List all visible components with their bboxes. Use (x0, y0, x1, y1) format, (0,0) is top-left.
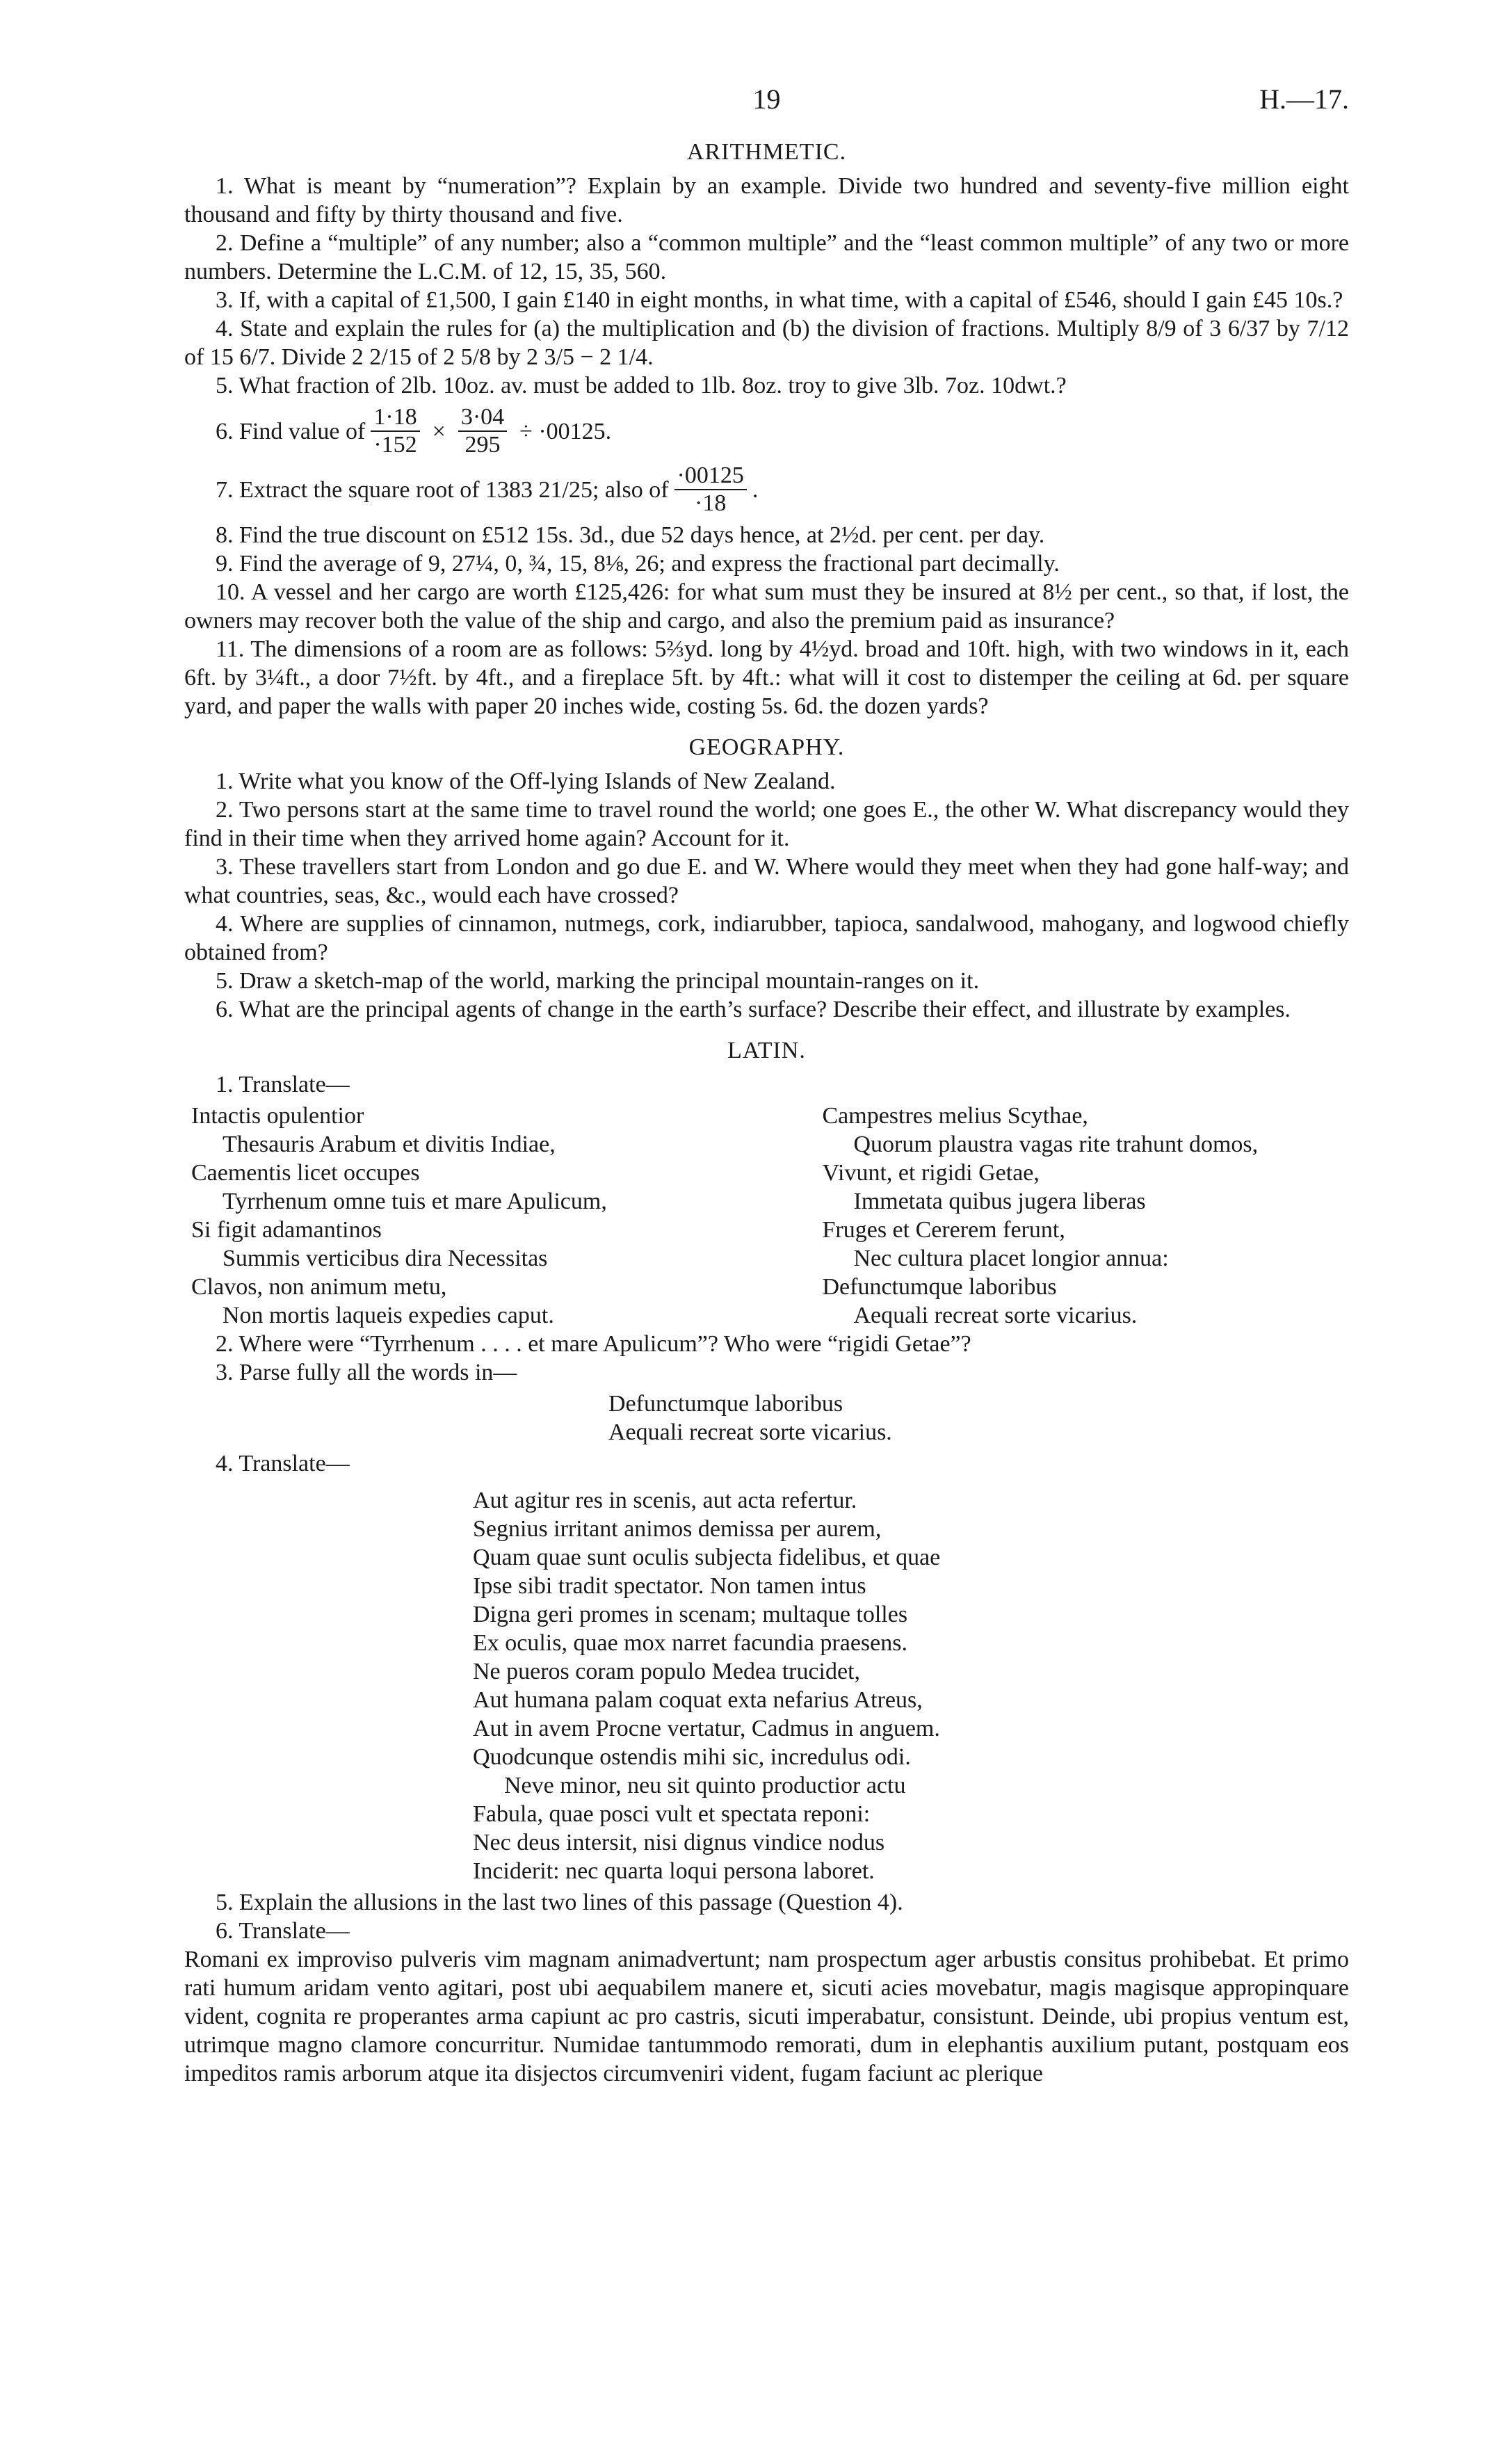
geography-question-6: 6. What are the principal agents of change in the earth’s surface? Describe their effect, and illustrate by examples. (216, 997, 1291, 1022)
ode-line: Campestres melius Scythae, (822, 1103, 1088, 1129)
q7-prefix: 7. Extract the square root of 1383 21/25; also of (216, 476, 669, 503)
geography-question-1: 1. Write what you know of the Off-lying Islands of New Zealand. (216, 768, 836, 794)
latin-question-1-label: 1. Translate— (216, 1072, 350, 1097)
latin-ode-passage (184, 1102, 1349, 1330)
arithmetic-question-2: 2. Define a “multiple” of any number; also a “common multiple” and the “least common multiple” of any two or more numbers. Determine the L.C.M. of 12, 15, 35, 560. (184, 230, 1349, 284)
ode-line: Quorum plaustra vagas rite trahunt domos, (853, 1132, 1259, 1157)
arithmetic-question-1: 1. What is meant by “numeration”? Explain by an example. Divide two hundred and seventy-five million eight thousand and fifty by thirty thousand and five. (184, 173, 1349, 227)
arithmetic-question-6 (184, 404, 1349, 458)
verse-line: Aut in avem Procne vertatur, Cadmus in anguem. (473, 1716, 940, 1741)
arithmetic-question-3: 3. If, with a capital of £1,500, I gain £140 in eight months, in what time, with a capital of £546, should I gain £45 10s.? (216, 287, 1343, 313)
verse-line: Nec deus intersit, nisi dignus vindice nodus (473, 1830, 885, 1855)
verse-line: Inciderit: nec quarta loqui persona laboret. (473, 1858, 875, 1884)
arithmetic-section (184, 138, 1349, 720)
q6-fraction-2 (458, 404, 507, 458)
arithmetic-question-5: 5. What fraction of 2lb. 10oz. av. must be added to 1lb. 8oz. troy to give 3lb. 7oz. 10dwt.? (216, 373, 1067, 398)
geography-question-2: 2. Two persons start at the same time to travel round the world; one goes E., the other W. What discrepancy would they find in their time when they arrived home again? Account for it. (184, 797, 1349, 851)
latin-question-3-lines (184, 1390, 1349, 1447)
q6-divide-term: ÷ ·00125. (519, 418, 612, 444)
verse-line: Ipse sibi tradit spectator. Non tamen intus (473, 1573, 866, 1599)
latin-question-4-label: 4. Translate— (216, 1451, 350, 1476)
latin-question-6-label: 6. Translate— (216, 1918, 350, 1944)
verse-line: Aut humana palam coquat exta nefarius Atreus, (473, 1687, 923, 1713)
ode-line: Si figit adamantinos (191, 1217, 382, 1243)
document-reference: H.—17. (1259, 83, 1349, 115)
verse-line: Segnius irritant animos demissa per aurem, (473, 1516, 882, 1542)
q6-fraction-2-numerator: 3·04 (458, 404, 507, 432)
verse-line: Digna geri promes in scenam; multaque tolles (473, 1602, 908, 1627)
q6-fraction-1-numerator: 1·18 (371, 404, 419, 432)
ode-line: Non mortis laqueis expedies caput. (223, 1303, 554, 1328)
arithmetic-heading: ARITHMETIC. (686, 139, 847, 165)
arithmetic-question-8: 8. Find the true discount on £512 15s. 3d., due 52 days hence, at 2½d. per cent. per day. (216, 522, 1045, 548)
ode-line: Clavos, non animum metu, (191, 1274, 447, 1300)
verse-line: Aut agitur res in scenis, aut acta refertur. (473, 1488, 857, 1513)
geography-heading: GEOGRAPHY. (688, 734, 845, 760)
ode-line: Intactis opulentior (191, 1103, 364, 1129)
ode-line: Summis verticibus dira Necessitas (223, 1246, 548, 1271)
q7-fraction (674, 462, 747, 517)
ode-line: Aequali recreat sorte vicarius. (853, 1303, 1138, 1328)
ode-line: Nec cultura placet longior annua: (853, 1246, 1169, 1271)
latin-question-3: 3. Parse fully all the words in— (216, 1360, 517, 1385)
q6-times-sign: × (432, 418, 446, 444)
arithmetic-question-7 (184, 462, 1349, 517)
ode-line: Tyrrhenum omne tuis et mare Apulicum, (223, 1189, 607, 1214)
arithmetic-question-10: 10. A vessel and her cargo are worth £125,426: for what sum must they be insured at 8½ per cent., so that, if lost, the owners may recover both the value of the ship and cargo, and also the premium paid as insurance? (184, 579, 1349, 634)
ode-line: Fruges et Cererem ferunt, (822, 1217, 1065, 1243)
q6-prefix: 6. Find value of (216, 418, 366, 444)
q6-fraction-2-denominator: 295 (464, 432, 501, 458)
exam-page (184, 77, 1349, 2088)
latin-question-2: 2. Where were “Tyrrhenum . . . . et mare Apulicum”? Who were “rigidi Getae”? (216, 1331, 971, 1357)
q6-fraction-1-denominator: ·152 (373, 432, 417, 458)
geography-question-4: 4. Where are supplies of cinnamon, nutmegs, cork, indiarubber, tapioca, sandalwood, mahogany, and logwood chiefly obtained from? (184, 911, 1349, 965)
verse-line: Neve minor, neu sit quinto productior actu (504, 1773, 906, 1798)
ode-line: Caementis licet occupes (191, 1160, 420, 1186)
latin-section (184, 1036, 1349, 2088)
verse-line: Ex oculis, quae mox narret facundia praesens. (473, 1630, 907, 1656)
ode-line: Defunctumque laboribus (822, 1274, 1057, 1300)
latin-question-5: 5. Explain the allusions in the last two lines of this passage (Question 4). (216, 1890, 903, 1915)
arithmetic-question-11: 11. The dimensions of a room are as follows: 5⅔yd. long by 4½yd. broad and 10ft. high, with two windows in it, each 6ft. by 3¼ft., a door 7½ft. by 4ft., and a fireplace 5ft. by 4ft.: what will it cost to distemper the ceiling at 6d. per square yard, and paper the walls with paper 20 inches wide, costing 5s. 6d. the dozen yards? (184, 636, 1349, 719)
ode-right-column (718, 1102, 1350, 1330)
ode-line: Immetata quibus jugera liberas (853, 1189, 1146, 1214)
page-number: 19 (752, 83, 781, 115)
ode-line: Thesauris Arabum et divitis Indiae, (223, 1132, 556, 1157)
parse-line: Aequali recreat sorte vicarius. (608, 1419, 892, 1445)
ode-left-column (191, 1102, 718, 1330)
q7-fraction-numerator: ·00125 (674, 462, 747, 490)
geography-question-5: 5. Draw a sketch-map of the world, marking the principal mountain-ranges on it. (216, 968, 980, 994)
verse-line: Fabula, quae posci vult et spectata reponi: (473, 1801, 871, 1827)
page-header (184, 77, 1349, 125)
latin-ars-poetica-passage (184, 1486, 1349, 1885)
geography-question-3: 3. These travellers start from London and go due E. and W. Where would they meet when they had gone half-way; and what countries, seas, &c., would each have crossed? (184, 854, 1349, 908)
arithmetic-question-9: 9. Find the average of 9, 27¼, 0, ¾, 15, 8⅛, 26; and express the fractional part decimally. (216, 551, 1060, 577)
latin-heading: LATIN. (727, 1038, 806, 1063)
verse-line: Quam quae sunt oculis subjecta fidelibus, et quae (473, 1545, 941, 1570)
arithmetic-question-4: 4. State and explain the rules for (a) the multiplication and (b) the division of fractions. Multiply 8/9 of 3 6/37 by 7/12 of 15 6/7. Divide 2 2/15 of 2 5/8 by 2 3/5 − 2 1/4. (184, 316, 1349, 370)
q7-fraction-denominator: ·18 (695, 490, 727, 516)
parse-line: Defunctumque laboribus (608, 1391, 843, 1417)
q7-suffix: . (752, 476, 759, 503)
ode-line: Vivunt, et rigidi Getae, (822, 1160, 1040, 1186)
verse-line: Ne pueros coram populo Medea trucidet, (473, 1659, 861, 1684)
verse-line: Quodcunque ostendis mihi sic, incredulus odi. (473, 1744, 911, 1770)
latin-prose-passage: Romani ex improviso pulveris vim magnam animadvertunt; nam prospectum ager arbustis consitus prohibebat. Et primo rati humum aridam vento agitari, post ubi aequabilem manere et, sicuti acies movebatur, magis magisque appropinquare vident, cognita re properantes arma capiunt ac pro castris, sicuti imperabatur, consistunt. Deinde, ubi propius ventum est, utrimque magno clamore concurritur. Numidae tantummodo remorati, dum in elephantis auxilium putant, postquam eos impeditos ramis arborum atque ita disjectos circumveniri vident, fugam faciunt ac plerique (184, 1947, 1349, 2086)
geography-section (184, 733, 1349, 1024)
q6-fraction-1 (371, 404, 419, 458)
